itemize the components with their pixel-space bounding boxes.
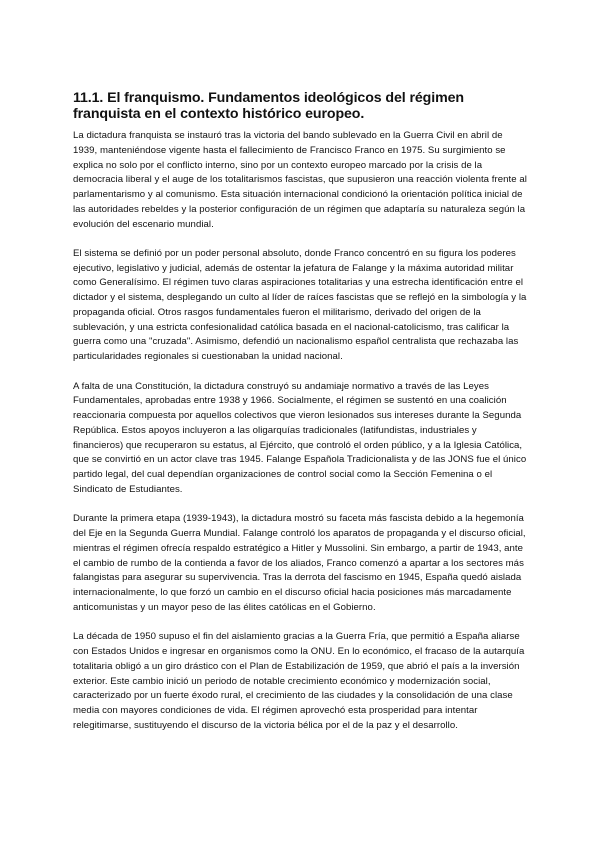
paragraph-characteristics: El sistema se definió por un poder personal absoluto, donde Franco concentró en su figura los poderes ejecutivo, legislativo y judicial, además de ostentar la jefatura de Falange y la máxima autoridad militar como Generalísimo. El régimen tuvo claras aspiraciones totalitarias y una estrecha identificación entre el dictador y el sistema, desplegando un culto al líder de raíces fascistas que se reflejó en la simbología y la propaganda oficial. Otros rasgos fundamentales fueron el militarismo, derivado del origen de la sublevación, y una estricta confesionalidad católica basada en el nacional-catolicismo, tras calificar la guerra como una "cruzada". Asimismo, defendió un nacionalismo español centralista que rechazaba las particularidades regionales si cuestionaban la unidad nacional.: [73, 247, 527, 363]
paragraph-first-stage: Durante la primera etapa (1939-1943), la dictadura mostró su faceta más fascista debido a la hegemonía del Eje en la Segunda Guerra Mundial. Falange controló los aparatos de propaganda y el discurso oficial, mientras el régimen ofrecía respaldo estratégico a Hitler y Mussolini. Sin embargo, a partir de 1943, ante el cambio de rumbo de la contienda a favor de los aliados, Franco comenzó a apartar a los sectores más falangistas para asegurar su supervivencia. Tras la derrota del fascismo en 1945, España quedó aislada internacionalmente, lo que forzó un cambio en el discurso oficial hacia posiciones más marcadamente anticomunistas y un mayor peso de las élites católicas en el Gobierno.: [73, 513, 526, 613]
paragraph-fifties: La década de 1950 supuso el fin del aislamiento gracias a la Guerra Fría, que permitió a España aliarse con Estados Unidos e ingresar en organismos como la ONU. En lo económico, el fracaso de la autarquía totalitaria obligó a un giro drástico con el Plan de Estabilización de 1959, que abrió el país a la inversión exterior. Este cambio inició un periodo de notable crecimiento económico y modernización social, caracterizado por un fuerte éxodo rural, el crecimiento de las ciudades y la consolidación de una clase media con mayores condiciones de vida. El régimen aprovechó esta prosperidad para intentar relegitimarse, sustituyendo el discurso de la victoria bélica por el de la paz y el desarrollo.: [73, 631, 525, 731]
document-page: [73, 90, 527, 748]
document-title: 11.1. El franquismo. Fundamentos ideológicos del régimen franquista en el contexto histórico europeo.: [73, 90, 464, 122]
paragraph-origins: La dictadura franquista se instauró tras la victoria del bando sublevado en la Guerra Civil en abril de 1939, manteniéndose vigente hasta el fallecimiento de Francisco Franco en 1975. Su surgimiento se explica no solo por el conflicto interno, sino por un contexto europeo marcado por la crisis de la democracia liberal y el auge de los totalitarismos fascistas, que supusieron una reacción violenta frente al parlamentarismo y al comunismo. Esta situación internacional condicionó la orientación política inicial de las autoridades rebeldes y la posterior configuración de un régimen que adaptaría su naturaleza según la evolución del escenario mundial.: [73, 130, 527, 230]
paragraph-institutions: A falta de una Constitución, la dictadura construyó su andamiaje normativo a través de las Leyes Fundamentales, aprobadas entre 1938 y 1966. Socialmente, el régimen se sustentó en una coalición reaccionaria compuesta por aquellos colectivos que vieron lesionados sus intereses durante la Segunda República. Estos apoyos incluyeron a las oligarquías tradicionales (latifundistas, industriales y financieros) que recuperaron su estatus, al Ejército, que controló el orden público, y a la Iglesia Católica, que se convirtió en un actor clave tras 1945. Falange Española Tradicionalista y de las JONS fue el único partido legal, del cual dependían organizaciones de control social como la Sección Femenina o el Sindicato de Estudiantes.: [73, 380, 527, 495]
